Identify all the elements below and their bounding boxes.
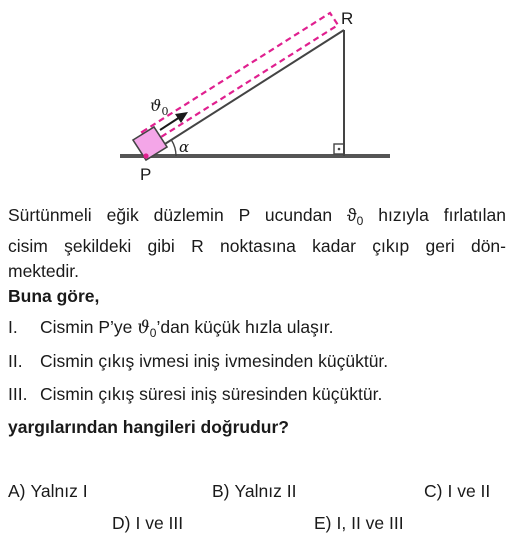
statement-1-symbol: ϑ (137, 318, 150, 338)
choice-e-letter: E) (314, 513, 332, 533)
choice-d-text: I ve III (135, 513, 184, 533)
statement-1-text-before: Cismin P’ye (40, 317, 138, 337)
stem-line-1-rest: hızıyla fırlatılan (363, 205, 506, 225)
statement-2-number: II. (8, 351, 23, 371)
choice-e[interactable] (314, 512, 404, 534)
point-p-dot (143, 153, 148, 158)
velocity-label (150, 96, 168, 118)
choice-a-letter: A) (8, 481, 26, 501)
stem-subscript: 0 (356, 214, 364, 228)
angle-arc (171, 140, 176, 156)
choice-b-text: Yalnız II (234, 481, 297, 501)
ground-surface (120, 154, 390, 158)
stem-line-1 (8, 203, 506, 234)
choice-c[interactable] (424, 480, 490, 502)
dashed-path-outline (142, 13, 338, 144)
choice-b-letter: B) (212, 481, 230, 501)
point-p-label: P (140, 165, 152, 184)
angle-label: α (179, 138, 190, 156)
question-lead: Buna göre, (8, 286, 100, 306)
stem-line-3: mektedir. (8, 261, 79, 281)
statement-3-text: Cismin çıkış süresi iniş süresinden küçüktür. (40, 384, 383, 404)
stem-line-1-text: Sürtünmeli eğik düzlemin P ucundan ϑ (8, 205, 357, 225)
question-stem (8, 203, 506, 309)
statement-2 (8, 350, 388, 372)
statement-3-number: III. (8, 384, 28, 404)
question-prompt: yargılarından hangileri doğrudur? (8, 417, 289, 437)
choice-c-text: I ve II (447, 481, 491, 501)
choice-a-text: Yalnız I (30, 481, 88, 501)
statement-1 (8, 316, 334, 344)
statement-1-subscript: 0 (149, 326, 157, 340)
stem-line-2: cisim şekildeki gibi R noktasına kadar çıkıp geri dön- (8, 236, 506, 256)
statement-1-number: I. (8, 317, 18, 337)
inclined-plane-figure (0, 0, 515, 200)
choice-d[interactable] (112, 512, 183, 534)
choice-e-text: I, II ve III (336, 513, 404, 533)
velocity-subscript: 0 (161, 105, 169, 118)
statement-1-text-after: ’dan küçük hızla ulaşır. (156, 317, 334, 337)
velocity-arrowhead (175, 112, 188, 123)
choice-b[interactable] (212, 480, 296, 502)
choice-a[interactable] (8, 480, 88, 502)
incline-surface (146, 30, 344, 156)
choice-c-letter: C) (424, 481, 443, 501)
right-angle-dot (338, 148, 341, 151)
statement-3 (8, 383, 382, 405)
statement-2-text: Cismin çıkış ivmesi iniş ivmesinden küçüktür. (40, 351, 389, 371)
velocity-symbol: ϑ (150, 96, 162, 115)
choice-d-letter: D) (112, 513, 131, 533)
point-r-label: R (341, 9, 354, 28)
